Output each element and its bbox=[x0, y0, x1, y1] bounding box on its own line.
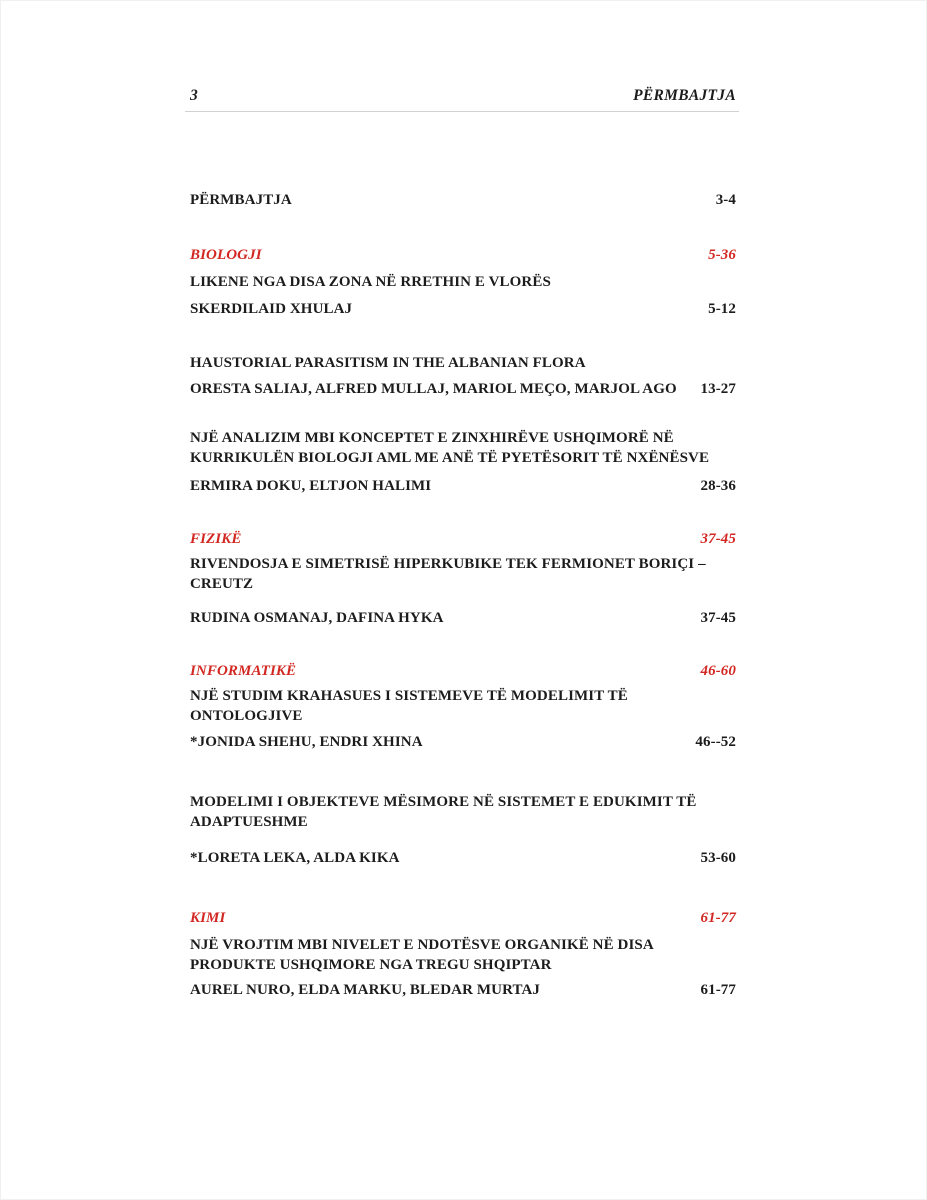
article-authors: *LORETA LEKA, ALDA KIKA bbox=[190, 850, 400, 866]
article-authors: SKERDILAID XHULAJ bbox=[190, 301, 353, 317]
article-title-line: NJË ANALIZIM MBI KONCEPTET E ZINXHIRËVE USHQIMORË NË bbox=[190, 430, 674, 446]
article-title-line: ADAPTUESHME bbox=[190, 814, 308, 830]
article-pages: 53-60 bbox=[700, 850, 736, 866]
page-number: 3 bbox=[190, 87, 199, 104]
page-header bbox=[190, 86, 736, 106]
article-pages: 37-45 bbox=[700, 610, 736, 626]
article-title bbox=[190, 792, 736, 832]
toc-entry-contents bbox=[190, 190, 736, 210]
header-rule bbox=[185, 111, 739, 112]
article-title-line: ONTOLOGJIVE bbox=[190, 708, 303, 724]
article-authors: ORESTA SALIAJ, ALFRED MULLAJ, MARIOL MEÇO, MARJOL AGO bbox=[190, 381, 677, 397]
article-title bbox=[190, 272, 736, 292]
article-authors-row bbox=[190, 848, 736, 868]
article-authors-row bbox=[190, 299, 736, 319]
section-fizike bbox=[190, 529, 736, 549]
article-title-line: NJË STUDIM KRAHASUES I SISTEMEVE TË MODELIMIT TË bbox=[190, 688, 628, 704]
article-authors-row bbox=[190, 732, 736, 752]
article-title-line: LIKENE NGA DISA ZONA NË RRETHIN E VLORËS bbox=[190, 274, 551, 290]
toc-entry-label: PËRMBAJTJA bbox=[190, 192, 292, 208]
article-pages: 46--52 bbox=[695, 734, 736, 750]
article-pages: 13-27 bbox=[700, 381, 736, 397]
article-pages: 5-12 bbox=[708, 301, 736, 317]
section-biologji bbox=[190, 245, 736, 265]
article-authors: *JONIDA SHEHU, ENDRI XHINA bbox=[190, 734, 423, 750]
section-informatike bbox=[190, 661, 736, 681]
article-authors-row bbox=[190, 476, 736, 496]
article-title-line: KURRIKULËN BIOLOGJI AML ME ANË TË PYETËSORIT TË NXËNËSVE bbox=[190, 450, 710, 466]
section-pages: 61-77 bbox=[700, 910, 736, 926]
article-pages: 28-36 bbox=[700, 478, 736, 494]
section-pages: 5-36 bbox=[708, 247, 736, 263]
article-authors: ERMIRA DOKU, ELTJON HALIMI bbox=[190, 478, 432, 494]
section-name: INFORMATIKË bbox=[190, 663, 297, 679]
section-pages: 46-60 bbox=[700, 663, 736, 679]
section-name: KIMI bbox=[190, 910, 226, 926]
article-title bbox=[190, 353, 736, 373]
section-pages: 37-45 bbox=[700, 531, 736, 547]
running-title: PËRMBAJTJA bbox=[633, 87, 736, 104]
article-title-line: RIVENDOSJA E SIMETRISË HIPERKUBIKE TEK FERMIONET BORIÇI – bbox=[190, 556, 706, 572]
section-kimi bbox=[190, 908, 736, 928]
article-pages: 61-77 bbox=[700, 982, 736, 998]
article-title-line: HAUSTORIAL PARASITISM IN THE ALBANIAN FLORA bbox=[190, 355, 586, 371]
article-title-line: PRODUKTE USHQIMORE NGA TREGU SHQIPTAR bbox=[190, 957, 552, 973]
article-authors-row bbox=[190, 608, 736, 628]
article-title-line: NJË VROJTIM MBI NIVELET E NDOTËSVE ORGANIKË NË DISA bbox=[190, 937, 654, 953]
article-authors: AUREL NURO, ELDA MARKU, BLEDAR MURTAJ bbox=[190, 982, 540, 998]
article-authors-row bbox=[190, 980, 736, 1000]
section-name: FIZIKË bbox=[190, 531, 242, 547]
article-authors: RUDINA OSMANAJ, DAFINA HYKA bbox=[190, 610, 444, 626]
article-title bbox=[190, 935, 736, 975]
article-title bbox=[190, 554, 736, 594]
toc-entry-pages: 3-4 bbox=[715, 192, 736, 208]
article-authors-row bbox=[190, 379, 736, 399]
toc-content bbox=[190, 0, 736, 1200]
article-title-line: MODELIMI I OBJEKTEVE MËSIMORE NË SISTEMET E EDUKIMIT TË bbox=[190, 794, 697, 810]
article-title bbox=[190, 428, 736, 468]
article-title bbox=[190, 686, 736, 726]
article-title-line: CREUTZ bbox=[190, 576, 254, 592]
section-name: BIOLOGJI bbox=[190, 247, 262, 263]
